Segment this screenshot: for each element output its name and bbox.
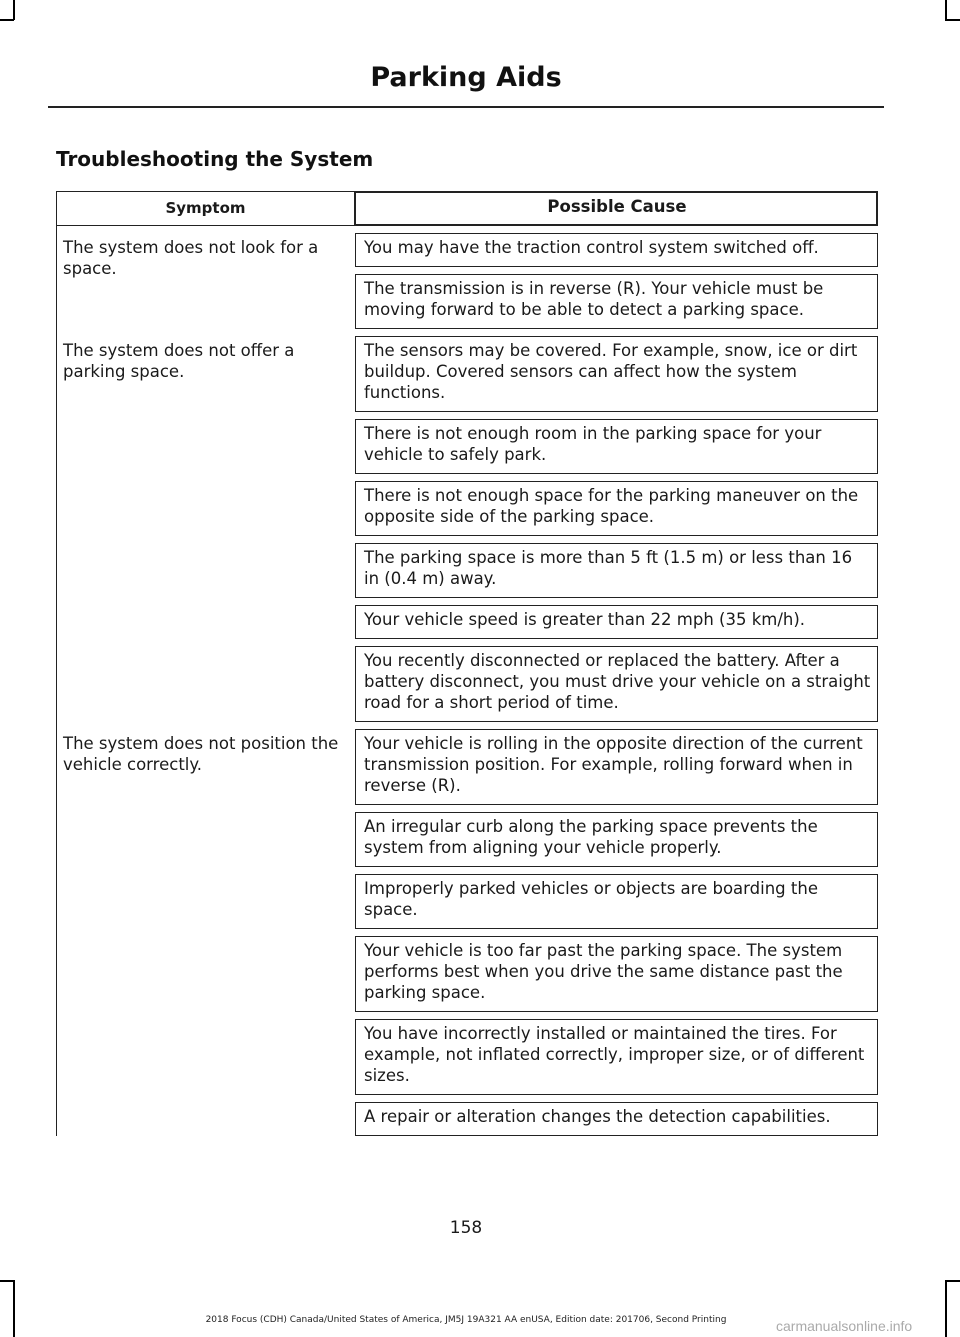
page-number: 158 — [449, 1218, 483, 1238]
cause-cell: Your vehicle speed is greater than 22 mph (35 km/h). — [355, 605, 878, 639]
cause-cell: The parking space is more than 5 ft (1.5 m) or less than 16 in (0.4 m) away. — [355, 543, 878, 598]
table-header-row — [56, 191, 878, 226]
column-header-possible-cause: Possible Cause — [355, 192, 877, 225]
watermark: carmanualsonline.info — [776, 1318, 913, 1334]
cause-cell: The sensors may be covered. For example, snow, ice or dirt buildup. Covered sensors can affect how the system functions. — [355, 336, 878, 412]
crop-mark-top-left-v — [13, 0, 15, 20]
troubleshooting-table — [56, 191, 878, 1136]
symptom-cell: The system does not offer a parking space. — [63, 341, 295, 381]
edition-footer: 2018 Focus (CDH) Canada/United States of America, JM5J 19A321 AA enUSA, Edition date: 201706, Second Printing — [205, 1315, 727, 1325]
cause-cell: An irregular curb along the parking space prevents the system from aligning your vehicle properly. — [355, 812, 878, 867]
cause-cell: Improperly parked vehicles or objects are boarding the space. — [355, 874, 878, 929]
symptom-cell: The system does not position the vehicle correctly. — [63, 734, 339, 774]
cause-list — [355, 336, 878, 722]
cause-cell: There is not enough room in the parking space for your vehicle to safely park. — [355, 419, 878, 474]
cause-cell: You may have the traction control system switched off. — [355, 233, 878, 267]
cause-cell: The transmission is in reverse (R). Your vehicle must be moving forward to be able to detect a parking space. — [355, 274, 878, 329]
cause-cell: You recently disconnected or replaced the battery. After a battery disconnect, you must drive your vehicle on a straight road for a short period of time. — [355, 646, 878, 722]
symptom-cell: The system does not look for a space. — [63, 238, 319, 278]
cause-cell: A repair or alteration changes the detection capabilities. — [355, 1102, 878, 1136]
crop-mark-bottom-right-v — [945, 1280, 947, 1337]
cause-list — [355, 729, 878, 1136]
page-header-title: Parking Aids — [370, 62, 562, 93]
table-row-group — [56, 226, 878, 329]
cause-cell: There is not enough space for the parking maneuver on the opposite side of the parking space. — [355, 481, 878, 536]
cause-list — [355, 233, 878, 329]
section-title: Troubleshooting the System — [56, 147, 374, 171]
crop-mark-bottom-right-h — [945, 1280, 960, 1282]
crop-mark-top-right-v — [945, 0, 947, 20]
crop-mark-top-left-h — [0, 19, 14, 21]
cause-cell: Your vehicle is rolling in the opposite direction of the current transmission position. For example, rolling forward when in reverse (R). — [355, 729, 878, 805]
cause-cell: You have incorrectly installed or maintained the tires. For example, not inflated correctly, improper size, or of different sizes. — [355, 1019, 878, 1095]
header-divider — [48, 106, 884, 108]
crop-mark-bottom-left-v — [13, 1280, 15, 1337]
table-row-group — [56, 722, 878, 1136]
cause-cell: Your vehicle is too far past the parking space. The system performs best when you drive the same distance past the parking space. — [355, 936, 878, 1012]
table-row-group — [56, 329, 878, 722]
crop-mark-bottom-left-h — [0, 1280, 14, 1282]
crop-mark-top-right-h — [945, 19, 960, 21]
column-header-symptom: Symptom — [57, 192, 355, 225]
